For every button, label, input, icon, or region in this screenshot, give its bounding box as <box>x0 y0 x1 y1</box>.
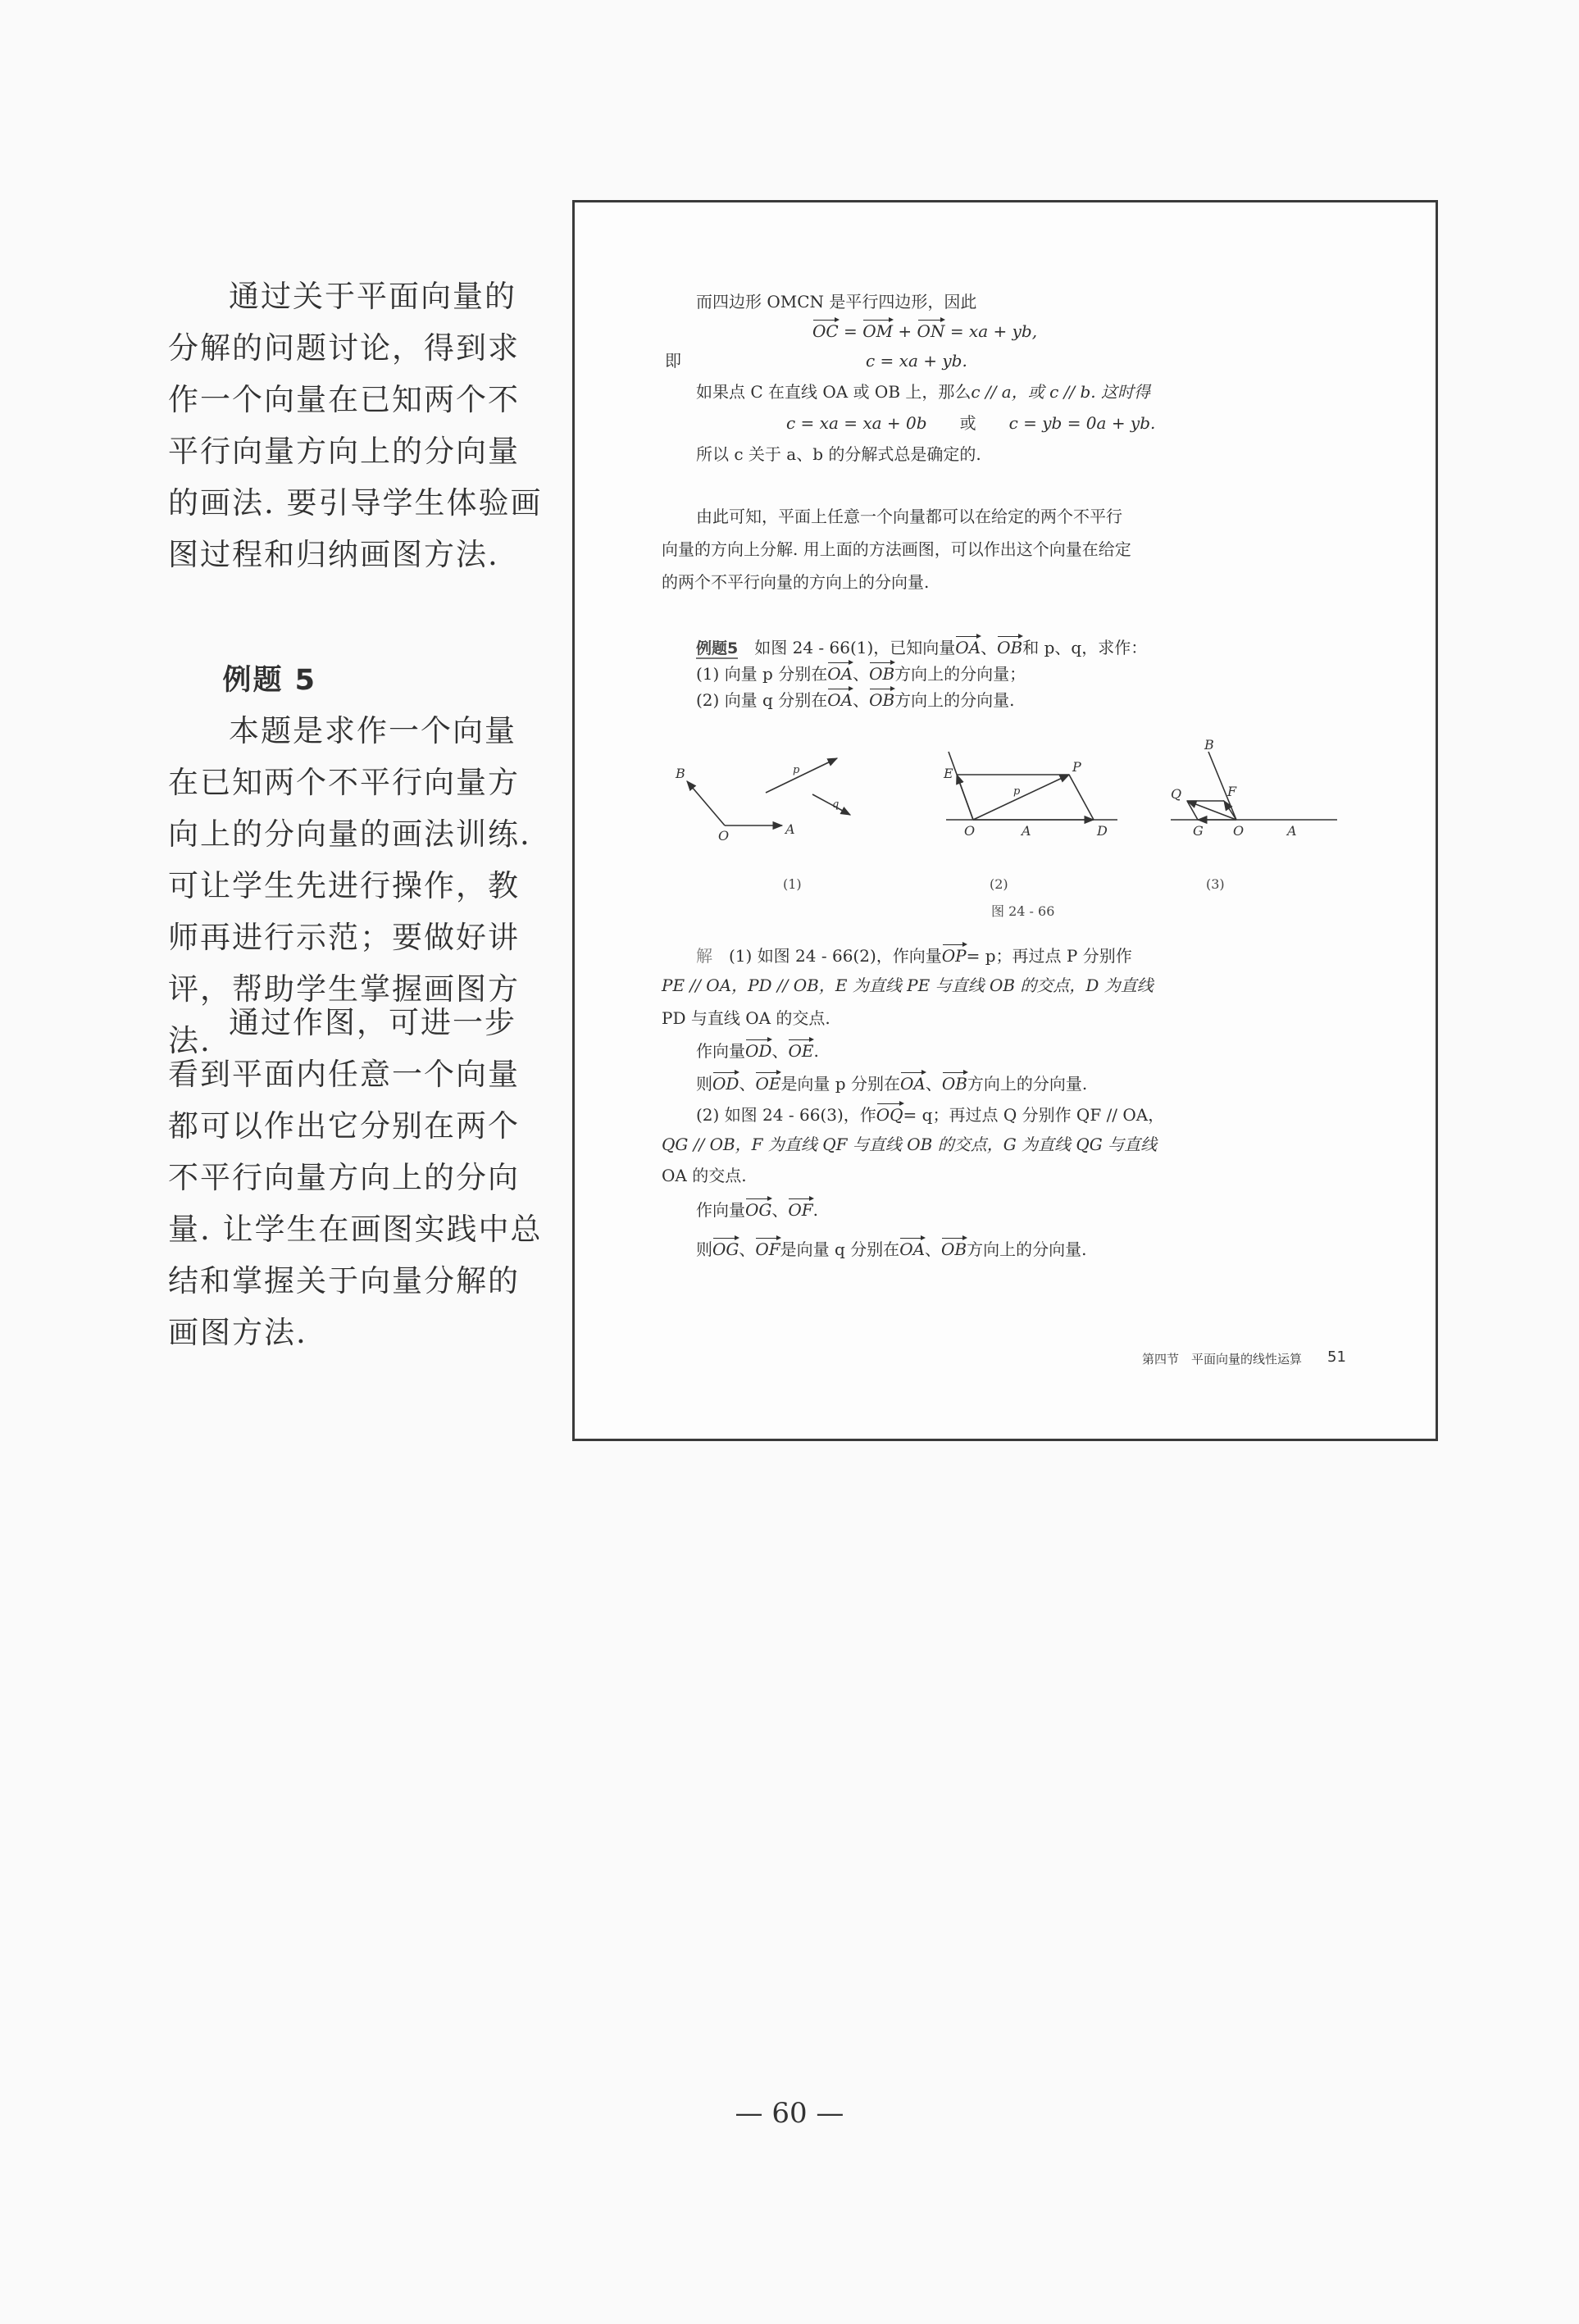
solution-line-8: OA 的交点. <box>662 1166 747 1185</box>
vector-OB: OB <box>869 686 894 711</box>
equation-rest: = xa + yb, <box>949 321 1038 341</box>
vector-OA: OA <box>827 660 853 684</box>
fig2-label-A: A <box>1022 823 1031 839</box>
textbook-page-frame <box>572 200 1438 1441</box>
solution-line-3: PD 与直线 OA 的交点. <box>662 1008 830 1028</box>
fig1-label-q: q <box>832 798 840 811</box>
text-span: = p；再过点 P 分别作 <box>966 946 1132 966</box>
fig3-label-Q: Q <box>1171 786 1182 802</box>
fig3-vector-OQ <box>1187 801 1236 820</box>
text-line: 的两个不平行向量的方向上的分向量. <box>662 572 930 592</box>
vector-OB: OB <box>942 1070 967 1094</box>
solution-line-2: PE // OA，PD // OB，E 为直线 PE 与直线 OB 的交点，D 为直线 <box>662 976 1154 995</box>
margin-paragraph-1: 通过关于平面向量的分解的问题讨论，得到求作一个向量在已知两个不平行向量方向上的分向量的画法. 要引导学生体验画图过程和归纳画图方法. <box>168 279 543 572</box>
ji-label: 即 <box>665 351 681 371</box>
text-span: 是向量 q 分别在 <box>780 1239 900 1259</box>
solution-line-5: 则OD、OE是向量 p 分别在OA、OB方向上的分向量. <box>696 1070 1087 1094</box>
vector-OG: OG <box>712 1235 739 1260</box>
fig3-label-G: G <box>1193 823 1204 839</box>
fig1-vector-p <box>766 758 837 793</box>
vector-OF: OF <box>788 1196 812 1221</box>
text-span: (2) 向量 q 分别在 <box>696 690 828 710</box>
text-line: 所以 c 关于 a、b 的分解式总是确定的. <box>696 444 981 464</box>
fig-sub-label-2: (2) <box>990 876 1008 892</box>
vector-OE: OE <box>788 1037 813 1062</box>
text-span: 是向量 p 分别在 <box>780 1074 900 1094</box>
solution-tag: 解 <box>696 946 712 966</box>
text-span: 方向上的分向量； <box>894 664 1026 684</box>
equation-line <box>786 412 1155 434</box>
fig3-label-O: O <box>1233 823 1245 839</box>
solution-line-4: 作向量OD、OE. <box>696 1037 819 1062</box>
fig2-label-P: P <box>1072 759 1081 775</box>
text-line: 向量的方向上分解. 用上面的方法画图，可以作出这个向量在给定 <box>662 539 1131 559</box>
margin-heading-example5: 例题 5 <box>222 664 317 697</box>
text-span: 方向上的分向量. <box>967 1239 1087 1259</box>
vector-OC: OC <box>812 317 839 342</box>
margin-note-3 <box>168 997 545 1358</box>
inner-footer-page: 51 <box>1327 1348 1346 1366</box>
vector-OB: OB <box>941 1235 967 1260</box>
vector-OM: OM <box>862 317 893 342</box>
fig3-label-A: A <box>1287 823 1297 839</box>
text-span: c // a，或 c // b. 这时得 <box>971 382 1150 402</box>
example-line: 例题5 如图 24 - 66(1)，已知向量OA、OB和 p、q，求作： <box>696 634 1147 659</box>
solution-line-10: 则OG、OF是向量 q 分别在OA、OB方向上的分向量. <box>696 1235 1086 1260</box>
fig1-label-A: A <box>785 821 795 837</box>
text-span: 则 <box>696 1074 712 1094</box>
text-span: = q；再过点 Q 分别作 QF // OA， <box>903 1105 1165 1125</box>
text-line: 而四边形 OMCN 是平行四边形，因此 <box>696 292 977 312</box>
text-span: (1) 向量 p 分别在 <box>696 664 828 684</box>
fig2-label-D: D <box>1097 823 1108 839</box>
text-line <box>696 381 1150 402</box>
vector-OF: OF <box>755 1235 780 1260</box>
vector-OA: OA <box>900 1070 926 1094</box>
text-span: 则 <box>696 1239 712 1259</box>
solution-line-6 <box>696 1101 1164 1126</box>
text-line: 由此可知，平面上任意一个向量都可以在给定的两个不平行 <box>696 507 1122 526</box>
equation-c: c = xa + yb. <box>866 351 967 371</box>
fig2-label-O: O <box>964 823 976 839</box>
text-span: 和 p、q，求作： <box>1022 638 1148 657</box>
vector-OB: OB <box>997 634 1022 658</box>
vector-OA: OA <box>955 634 981 658</box>
vector-OD: OD <box>712 1070 739 1094</box>
question-1: (1) 向量 p 分别在OA、OB方向上的分向量； <box>696 660 1026 684</box>
inner-footer-section: 第四节 平面向量的线性运算 <box>1142 1352 1303 1367</box>
vector-ON: ON <box>917 317 945 342</box>
example-tag: 例题5 <box>696 639 739 657</box>
or-label: 或 <box>959 413 976 433</box>
solution-line-7: QG // OB，F 为直线 QF 与直线 OB 的交点，G 为直线 QG 与直线 <box>662 1135 1158 1154</box>
equation-left: c = xa = xa + 0b <box>786 413 927 433</box>
figure-caption: 图 24 - 66 <box>991 903 1055 919</box>
equation-line: OC = OM + ON = xa + yb, <box>812 317 1037 342</box>
fig1-label-O: O <box>718 828 730 844</box>
vector-OP: OP <box>942 942 967 966</box>
margin-note-1 <box>168 271 545 580</box>
fig2-vector-OE <box>957 775 973 820</box>
page-number: — 60 — <box>735 2097 844 2130</box>
text-span: (2) 如图 24 - 66(3)，作 <box>696 1105 876 1125</box>
text-span: 方向上的分向量. <box>894 690 1015 710</box>
solution-line-9: 作向量OG、OF. <box>696 1196 818 1221</box>
fig1-label-B: B <box>676 766 685 781</box>
fig1-vector-OB <box>687 781 725 825</box>
fig1-label-p: p <box>793 764 800 776</box>
vector-OE: OE <box>755 1070 780 1094</box>
vector-OQ: OQ <box>876 1101 903 1126</box>
vector-OD: OD <box>745 1037 771 1062</box>
text-span: 方向上的分向量. <box>967 1074 1088 1094</box>
fig3-label-B: B <box>1204 737 1214 753</box>
fig2-line-PD <box>1069 775 1094 820</box>
fig1-vector-q <box>812 794 850 815</box>
text-span: 作向量 <box>696 1200 745 1220</box>
fig-sub-label-3: (3) <box>1206 876 1225 892</box>
text-span: (1) 如图 24 - 66(2)，作向量 <box>729 946 942 966</box>
vector-OA: OA <box>899 1235 925 1260</box>
vector-OG: OG <box>745 1196 771 1221</box>
fig2-label-p: p <box>1013 785 1021 798</box>
margin-paragraph-3: 通过作图，可进一步看到平面内任意一个向量都可以作出它分别在两个不平行向量方向上的分向量. 让学生在画图实践中总结和掌握关于向量分解的画图方法. <box>168 1005 543 1350</box>
text-span: 如图 24 - 66(1)，已知向量 <box>754 638 956 657</box>
margin-paragraph-2: 本题是求作一个向量在已知两个不平行向量方向上的分向量的画法训练. 可让学生先进行操作，教师再进行示范；要做好讲评，帮助学生掌握画图方法. <box>168 713 531 1058</box>
text-span: 作向量 <box>696 1041 745 1061</box>
equation-right: c = yb = 0a + yb. <box>1008 413 1156 433</box>
vector-OB: OB <box>869 660 894 684</box>
vector-OA: OA <box>827 686 853 711</box>
fig-sub-label-1: (1) <box>783 876 802 892</box>
fig3-label-F: F <box>1227 784 1237 799</box>
question-2: (2) 向量 q 分别在OA、OB方向上的分向量. <box>696 686 1015 711</box>
text-span: 如果点 C 在直线 OA 或 OB 上，那么 <box>696 382 972 402</box>
fig2-label-E: E <box>944 766 953 781</box>
solution-line-1 <box>696 942 1132 966</box>
fig2-vector-OP <box>973 775 1069 820</box>
